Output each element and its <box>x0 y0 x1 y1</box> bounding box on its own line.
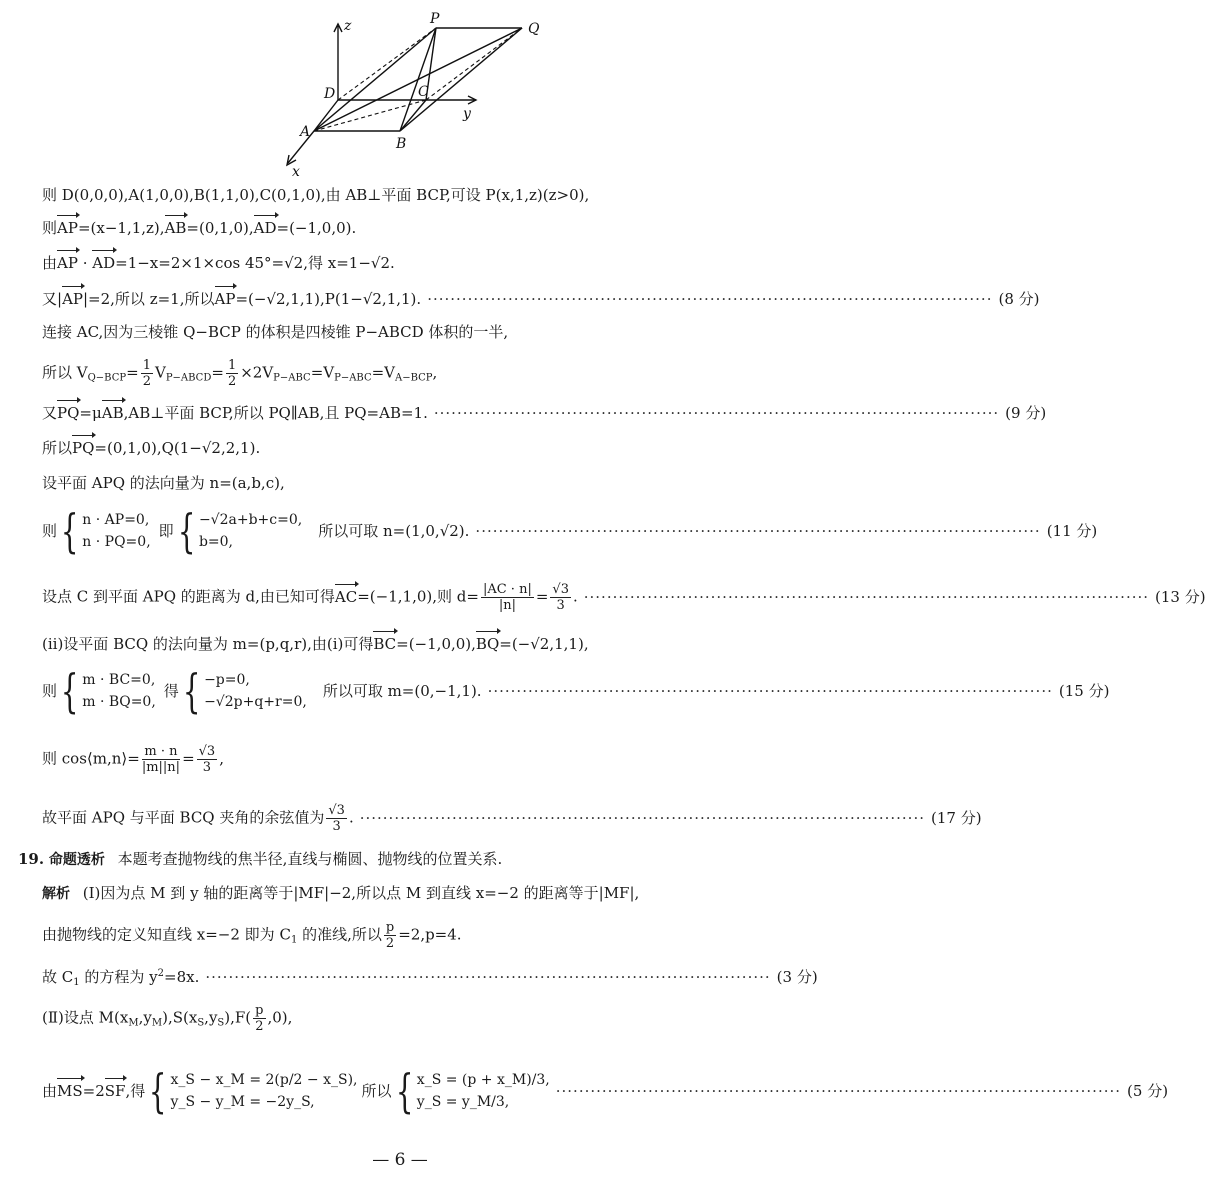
text-line <box>42 437 774 459</box>
line-text: =(−√2,1,1), <box>499 635 589 653</box>
score-points: (17 分) <box>931 808 982 827</box>
line-text: 又| <box>42 290 63 308</box>
text-line <box>42 472 774 494</box>
subscript: P−ABC <box>273 372 311 384</box>
text-line: 由AP · AD=1−x=2×1×cos 45°=√2,得 x=1−√2. <box>42 254 395 272</box>
vector-MS: MS <box>57 1082 83 1100</box>
line-text: 故平面 APQ 与平面 BCQ 夹角的余弦值为 <box>42 808 325 827</box>
subscript: M <box>151 1017 163 1029</box>
edge-BC <box>400 100 426 131</box>
line-text: ,得 <box>125 1082 146 1100</box>
subscript: S <box>197 1017 205 1029</box>
line-text: ),S(x <box>162 1008 198 1027</box>
fraction-denominator: 3 <box>202 760 212 775</box>
leader-dots: ·································································································· <box>359 808 925 827</box>
label-B: B <box>396 136 407 152</box>
leader-dots: ·································································································· <box>583 587 1150 606</box>
label-x: x <box>292 164 300 180</box>
label-C: C <box>418 84 429 100</box>
vector-AP: AP <box>57 219 78 237</box>
score-points: (11 分) <box>1046 522 1098 540</box>
question-number: 19. <box>18 850 45 868</box>
line-text: =(0,1,0), <box>186 219 254 237</box>
text-line <box>42 664 1110 718</box>
line-text: 则 <box>42 682 58 700</box>
fraction-numerator: √3 <box>198 744 216 759</box>
text-line <box>42 963 818 994</box>
label-A: A <box>300 124 311 140</box>
line-text: 又 <box>42 404 58 422</box>
page-number: — 6 — <box>372 1150 428 1170</box>
vector-AP: AP <box>57 254 78 272</box>
subscript: S <box>217 1017 225 1029</box>
fraction <box>481 582 534 613</box>
subscript: P−ABC <box>334 372 372 384</box>
label-z: z <box>344 18 352 34</box>
text-line <box>42 504 1098 558</box>
text-line <box>42 217 774 239</box>
line-text: =(−1,0,0), <box>396 635 476 653</box>
vector-PQ: PQ <box>72 439 95 457</box>
text-line <box>42 920 774 952</box>
edge-CQ <box>426 28 522 100</box>
line-text: =2,p=4. <box>398 925 462 944</box>
line-text: =8x. <box>164 968 200 986</box>
fraction <box>384 920 396 951</box>
text-line <box>42 1003 774 1035</box>
section-heading: 命题透析 <box>48 852 105 868</box>
fraction-numerator: m · n <box>142 744 180 760</box>
line-text: =V <box>310 363 335 382</box>
line-text: 所以 V <box>42 363 88 382</box>
subscript: 1 <box>73 977 80 988</box>
equation-system: { −p=0, −√2p+q+r=0, <box>182 664 307 718</box>
line-text: 所以 <box>361 1082 392 1100</box>
vector-BC: BC <box>373 635 397 653</box>
equation-row: y_S = y_M/3, <box>416 1094 510 1110</box>
label-D: D <box>324 86 336 102</box>
fraction-numerator: 1 <box>227 358 237 373</box>
leader-dots: ·································································································· <box>427 290 993 308</box>
line-text: ,0), <box>267 1008 293 1027</box>
line-text: ,AB⊥平面 BCP,所以 PQ∥AB,且 PQ=AB=1. <box>123 404 428 422</box>
fraction-denominator: 2 <box>227 374 237 389</box>
subscript: 1 <box>290 934 298 946</box>
fraction-denominator: 3 <box>332 819 341 834</box>
line-text: 则 <box>42 522 58 540</box>
text-line <box>42 321 774 343</box>
fraction-denominator: 2 <box>255 1019 264 1034</box>
line-text: (ⅱ)设平面 BCQ 的法向量为 m=(p,q,r),由(ⅰ)可得 <box>42 635 374 653</box>
text-line <box>42 402 1047 424</box>
fraction <box>253 1003 265 1034</box>
vector-AB: AB <box>101 404 124 422</box>
line-text: 设点 C 到平面 APQ 的距离为 d,由已知可得 <box>42 587 335 606</box>
line-text: 所以 <box>42 439 73 457</box>
subscript: A−BCP <box>395 372 433 384</box>
line-text: =(0,1,0),Q(1−√2,2,1). <box>94 439 261 457</box>
line-text: |=2,所以 z=1,所以 <box>83 290 215 308</box>
text-line: 故平面 APQ 与平面 BCQ 夹角的余弦值为 $\frac{√3}{3}$ . ·································································································· (17 分) <box>42 803 982 834</box>
fraction-numerator: √3 <box>552 582 569 597</box>
line-text: = <box>535 587 549 606</box>
equation-row: m · BC=0, <box>82 672 156 688</box>
fraction <box>141 358 153 389</box>
text-line <box>18 848 774 871</box>
equation-row: y_S − y_M = −2y_S, <box>170 1094 315 1110</box>
label-y: y <box>463 106 471 122</box>
leader-dots: ·································································································· <box>475 522 1041 540</box>
leader-dots: ·································································································· <box>433 404 1000 422</box>
line-text: =(x−1,1,z), <box>77 219 165 237</box>
line-text: 则 D(0,0,0),A(1,0,0),B(1,1,0),C(0,1,0),由 AB⊥平面 BCP,可设 P(x,1,z)(z>0), <box>42 186 590 204</box>
text-line <box>42 184 774 206</box>
score-points: (15 分) <box>1058 682 1110 700</box>
fraction-numerator: √3 <box>328 803 345 818</box>
fraction <box>326 803 347 834</box>
vector-AD: AD <box>253 219 277 237</box>
line-text: 则 cos⟨m,n⟩= <box>42 749 140 768</box>
text-line: 所以 $V_{Q-BCP}=$ $\frac{1}{2}$ $V_{P-ABCD}=$ $\frac{1}{2}$ $\times 2V_{P-ABC}=V_{P-ABC}=V_{A-BCP}$, <box>42 358 438 389</box>
equation-system: { n · AP=0, n · PQ=0, <box>60 504 151 558</box>
equation-row: −p=0, <box>204 672 250 688</box>
line-text: 连接 AC,因为三棱锥 Q−BCP 的体积是四棱锥 P−ABCD 体积的一半, <box>42 323 509 341</box>
text-line <box>42 882 774 905</box>
vector-AP: AP <box>214 290 236 308</box>
equation-row: −√2a+b+c=0, <box>198 512 303 528</box>
line-text: =1−x=2×1×cos 45°=√2,得 x=1−√2. <box>115 254 395 272</box>
fraction-denominator: |n| <box>498 598 516 613</box>
line-text: 本题考查抛物线的焦半径,直线与椭圆、抛物线的位置关系. <box>117 850 503 868</box>
line-text: 由 <box>42 1082 58 1100</box>
equation-row: x_S = (p + x_M)/3, <box>416 1072 550 1088</box>
line-text: =V <box>371 363 396 382</box>
fraction <box>226 358 238 389</box>
fraction-numerator: |AC · n| <box>482 582 532 597</box>
line-text: 得 <box>163 682 179 700</box>
line-text: 故 C <box>42 968 74 986</box>
equation-system: { x_S − x_M = 2(p/2 − x_S), y_S − y_M = −2y_S, <box>149 1064 358 1118</box>
line-text: 即 <box>158 522 174 540</box>
score-points: (9 分) <box>1005 404 1047 422</box>
leader-dots: ·································································································· <box>555 1082 1122 1100</box>
equation-system: { x_S = (p + x_M)/3, y_S = y_M/3, <box>395 1064 550 1118</box>
line-text: (Ⅱ)设点 M(x <box>42 1008 129 1027</box>
line-text: 设平面 APQ 的法向量为 n=(a,b,c), <box>42 474 285 492</box>
equation-row: m · BQ=0, <box>82 694 156 710</box>
equation-row: −√2p+q+r=0, <box>204 694 307 710</box>
line-text: ,y <box>138 1008 152 1027</box>
score-points: (5 分) <box>1127 1082 1169 1100</box>
fraction <box>197 744 218 775</box>
geometry-figure <box>278 8 548 178</box>
text-line: 则 cos⟨m,n⟩= $\frac{m \cdot n}{|m||n|}$ = $\frac{√3}{3}$ , <box>42 744 224 775</box>
equation-system: { m · BC=0, m · BQ=0, <box>60 664 156 718</box>
line-text: V <box>154 363 166 382</box>
fraction-denominator: 2 <box>385 936 395 951</box>
line-text: 的准线,所以 <box>302 925 382 944</box>
equation-system: { −√2a+b+c=0, b=0, <box>177 504 303 558</box>
fraction-denominator: 2 <box>142 374 151 389</box>
text-line <box>42 288 1040 310</box>
leader-dots: ·································································································· <box>205 968 771 986</box>
line-text: =(−√2,1,1),P(1−√2,1,1). <box>235 290 422 308</box>
vector-SF: SF <box>104 1082 126 1100</box>
text-line: 设点 C 到平面 APQ 的距离为 d,由已知可得AC=(−1,1,0),则 d= $\frac{|AC \cdot n|}{|n|}$ = $\frac{√3}{3}$ . ·································································································· (13 分) <box>42 582 1206 613</box>
score-points: (13 分) <box>1155 587 1206 606</box>
equation-row: n · AP=0, <box>82 512 150 528</box>
vector-AD: AD <box>92 254 116 272</box>
vector-AP: AP <box>62 290 83 308</box>
line-text: =(−1,1,0),则 d= <box>357 587 479 606</box>
line-text: =2 <box>82 1082 105 1100</box>
line-text: 由 <box>42 254 58 272</box>
text-line <box>42 633 774 655</box>
line-text: 所以可取 m=(0,−1,1). <box>322 682 482 700</box>
equation-row: b=0, <box>198 534 234 550</box>
fraction <box>550 582 571 613</box>
fraction-denominator: |m||n| <box>141 760 181 775</box>
line-text: 的方程为 y <box>84 968 158 986</box>
equation-row: x_S − x_M = 2(p/2 − x_S), <box>170 1072 358 1088</box>
fraction-denominator: 3 <box>556 598 565 613</box>
line-text: 则 <box>42 219 58 237</box>
subscript: M <box>128 1017 139 1029</box>
section-heading: 解析 <box>42 886 70 902</box>
fraction <box>142 744 180 775</box>
label-P: P <box>430 11 440 27</box>
subscript: Q−BCP <box>87 372 127 384</box>
fraction-numerator: p <box>255 1003 264 1018</box>
line-text: 所以可取 n=(1,0,√2). <box>318 522 470 540</box>
subscript: P−ABCD <box>165 372 212 384</box>
equation-row: n · PQ=0, <box>82 534 151 550</box>
score-points: (8 分) <box>998 290 1040 308</box>
line-text: =μ <box>79 404 102 422</box>
line-text: 由抛物线的定义知直线 x=−2 即为 C <box>42 925 291 944</box>
fraction-numerator: p <box>385 920 395 935</box>
line-text: (Ⅰ)因为点 M 到 y 轴的距离等于|MF|−2,所以点 M 到直线 x=−2 的距离等于|MF|, <box>82 884 640 902</box>
edge-AC <box>314 100 426 131</box>
line-text: =(−1,0,0). <box>276 219 357 237</box>
score-points: (3 分) <box>776 968 818 986</box>
vector-BQ: BQ <box>475 635 500 653</box>
line-text: ,y <box>204 1008 218 1027</box>
text-line <box>42 1064 1169 1118</box>
vector-PQ: PQ <box>57 404 80 422</box>
line-text: ×2V <box>240 363 274 382</box>
vector-AB: AB <box>164 219 187 237</box>
label-Q: Q <box>528 21 540 37</box>
superscript: 2 <box>157 968 165 979</box>
fraction-numerator: 1 <box>142 358 151 373</box>
line-text: = <box>126 363 139 382</box>
line-text: ),F( <box>224 1008 252 1027</box>
edge-AD <box>314 100 338 131</box>
leader-dots: ·································································································· <box>487 682 1053 700</box>
vector-AC: AC <box>334 587 358 606</box>
line-text: = <box>182 749 195 768</box>
